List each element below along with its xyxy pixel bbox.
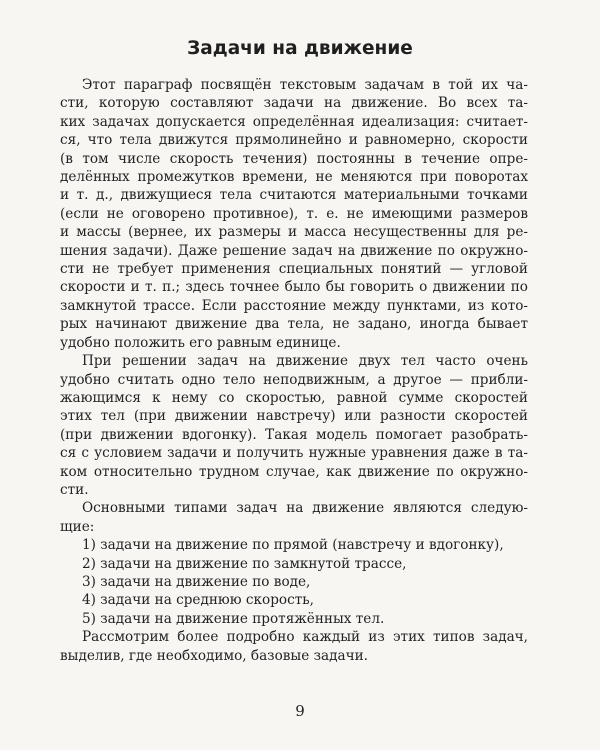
- paragraph-intro: [60, 76, 528, 352]
- text-line: сти не требует применения специальных понятий — угловой: [60, 261, 528, 278]
- text-line: сти, которую составляют задачи на движение. Во всех та-: [60, 95, 528, 112]
- section-title: Задачи на движение: [187, 38, 413, 59]
- text-line: замкнутой трассе. Если расстояние между пунктами, из кото-: [60, 297, 528, 314]
- text-line: ся, что тела движутся прямолинейно и равномерно, скорости: [60, 132, 528, 149]
- task-types-list: [60, 536, 528, 628]
- page-number: 9: [295, 702, 305, 720]
- text-line: ся с условием задачи и получить нужные уравнения даже в та-: [60, 445, 528, 462]
- text-line: скорости и т. п.; здесь точнее было бы говорить о движении по: [60, 279, 528, 296]
- paragraph-model: [60, 352, 528, 499]
- text-line: При решении задач на движение двух тел часто очень: [82, 353, 528, 370]
- text-line: жающимся к нему со скоростью, равной сумме скоростей: [60, 389, 528, 406]
- paragraph-types: [60, 499, 528, 536]
- text-line: делённых промежутков времени, не меняются при поворотах: [60, 169, 528, 186]
- list-item: 2) задачи на движение по замкнутой трассе,: [82, 555, 407, 572]
- text-line: (если не оговорено противное), т. е. не имеющими размеров: [60, 205, 528, 222]
- text-line: щие:: [60, 518, 95, 535]
- list-item: 1) задачи на движение по прямой (навстречу и вдогонку),: [82, 537, 504, 554]
- text-line: удобно положить его равным единице.: [60, 334, 341, 351]
- text-line: сти.: [60, 481, 89, 498]
- text-line: ких задачах допускается определённая идеализация: считает-: [60, 113, 528, 130]
- list-item: 4) задачи на среднюю скорость,: [82, 592, 314, 609]
- text-line: Основными типами задач на движение являются следую-: [82, 500, 528, 517]
- text-line: Этот параграф посвящён текстовым задачам в той их ча-: [82, 77, 528, 93]
- paragraph-closing: [60, 628, 528, 665]
- text-line: (в том числе скорость течения) постоянны в течение опре-: [60, 150, 528, 167]
- text-line: шения задачи). Даже решение задач на движение по окружно-: [60, 242, 528, 259]
- text-line: рых начинают движение два тела, не задано, иногда бывает: [60, 316, 528, 333]
- text-line: ком относительно трудном случае, как движение по окружно-: [60, 463, 528, 480]
- text-line: этих тел (при движении навстречу) или разности скоростей: [60, 408, 528, 425]
- text-line: выделив, где необходимо, базовые задачи.: [60, 647, 368, 664]
- text-line: и массы (вернее, их размеры и масса несущественны для ре-: [60, 224, 528, 241]
- text-line: и т. д., движущиеся тела считаются материальными точками: [60, 187, 528, 204]
- text-line: удобно считать одно тело неподвижным, а другое — прибли-: [60, 371, 528, 388]
- list-item: 5) задачи на движение протяжённых тел.: [82, 610, 385, 627]
- body-text: [60, 76, 528, 665]
- list-item: 3) задачи на движение по воде,: [82, 573, 311, 590]
- text-line: (при движении вдогонку). Такая модель помогает разобрать-: [60, 426, 528, 443]
- text-line: Рассмотрим более подробно каждый из этих типов задач,: [82, 629, 528, 646]
